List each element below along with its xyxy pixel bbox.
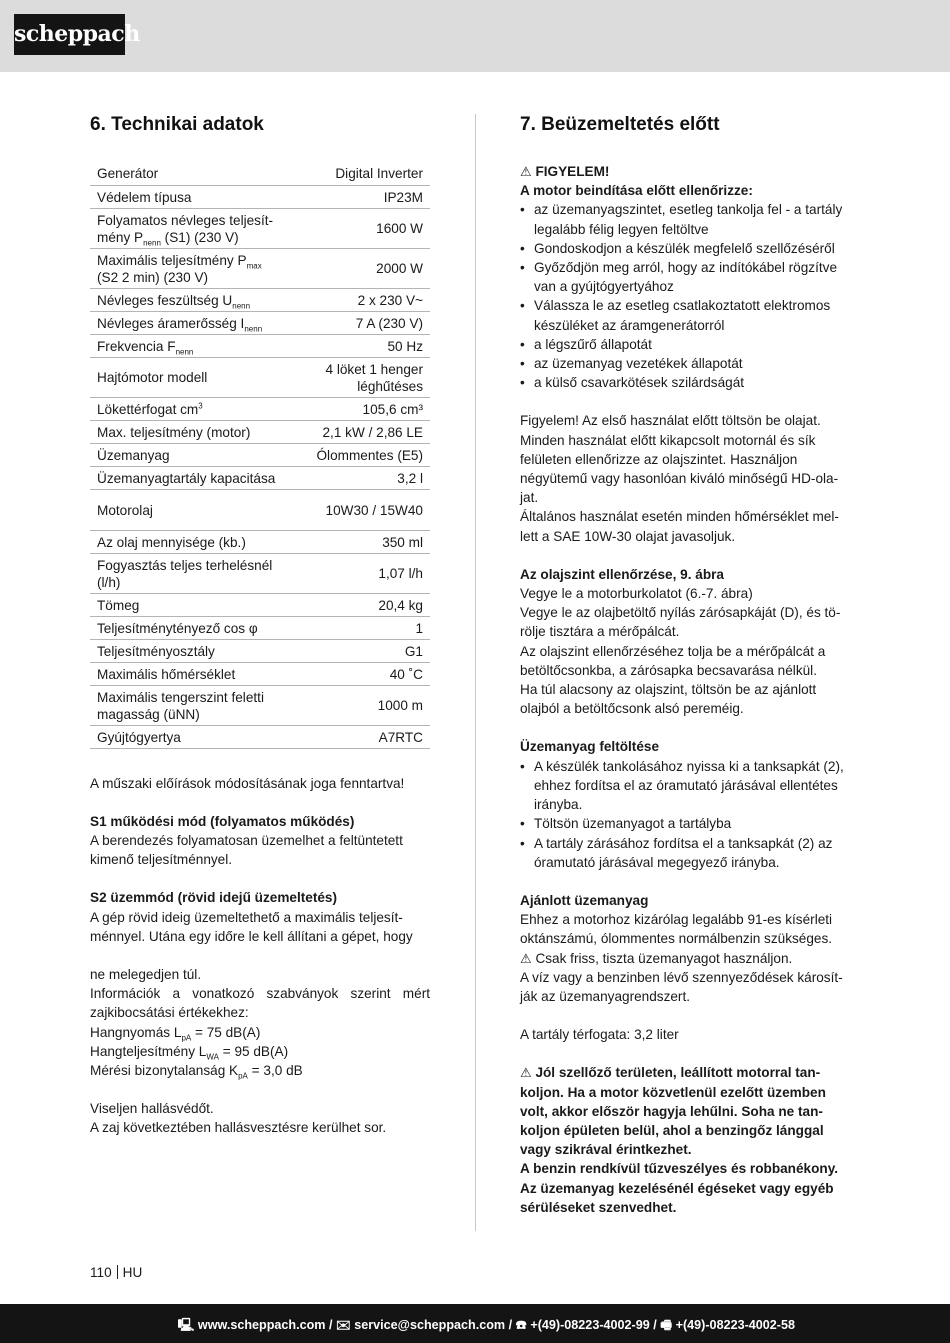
noise-value: Hangteljesítmény $L_{WA} = 95$ dB(A) — [90, 1043, 289, 1062]
list-item: • Gondoskodjon a készülék megfelelő szellőzéséről — [520, 239, 860, 258]
check-list — [520, 200, 860, 392]
spec-value: 3,2 l — [299, 466, 430, 489]
rec-line: A víz vagy a benzinben lévő szennyeződések károsít- — [520, 969, 843, 985]
info-line: zajkibocsátási értékekhez: — [90, 1005, 249, 1021]
safety-warning-line: koljon épületen belül, ahol a benzingőz lánggal — [520, 1122, 824, 1138]
spec-table — [90, 162, 430, 749]
spec-label: Folyamatos névleges teljesít- mény $P_{nenn}$ (S1) (230 V) — [90, 208, 299, 248]
spec-value: Digital Inverter — [299, 162, 430, 185]
table-row — [90, 639, 430, 662]
spec-label: Maximális tengerszint feletti magasság (üNN) — [90, 685, 299, 725]
s1-text-line: kimenő teljesítménnyel. — [90, 852, 233, 868]
spec-label: Üzemanyag — [90, 443, 299, 466]
spec-label: Hajtómotor modell — [90, 357, 299, 397]
left-column — [90, 114, 430, 1138]
safety-warning-line: Az üzemanyag kezelésénél égéseket vagy egyéb — [520, 1180, 834, 1196]
spec-value: 1 — [299, 616, 430, 639]
spec-value: A7RTC — [299, 725, 430, 748]
oilcheck-line: Az olajszint ellenőrzéséhez tolja be a mérőpálcát a — [520, 643, 826, 659]
s2-title: S2 üzemmód (rövid idejű üzemeltetés) — [90, 890, 338, 906]
brand-logo: scheppach — [14, 14, 125, 55]
table-row — [90, 248, 430, 288]
spec-value: 2 x 230 V~ — [299, 288, 430, 311]
spec-value: 2000 W — [299, 248, 430, 288]
language-code: HU — [122, 1265, 143, 1280]
spec-value: 50 Hz — [299, 334, 430, 357]
spec-label: Lökettérfogat $cm^3$ — [90, 397, 299, 420]
warning-icon: ⚠ — [520, 1065, 532, 1081]
spec-value: 1000 m — [299, 685, 430, 725]
reserved-note: A műszaki előírások módosításának joga fenntartva! — [90, 775, 405, 791]
spec-value: 1600 W — [299, 208, 430, 248]
oil-text-line: Minden használat előtt kikapcsolt motornál és sík — [520, 432, 816, 448]
spec-label: Védelem típusa — [90, 185, 299, 208]
list-item: • Töltsön üzemanyagot a tartályba — [520, 814, 860, 833]
spec-value: 4 löket 1 henger léghűtéses — [299, 357, 430, 397]
s2-text-line: ménnyel. Utána egy időre le kell állítani a gépet, hogy — [90, 928, 413, 944]
table-row — [90, 208, 430, 248]
spec-label: Teljesítményosztály — [90, 639, 299, 662]
spec-label: Generátor — [90, 162, 299, 185]
page-number: 110 HU — [90, 1265, 143, 1280]
fuel-title: Üzemanyag feltöltése — [520, 739, 660, 755]
warning-title: ⚠ FIGYELEM! — [520, 162, 860, 181]
warning-icon: ⚠ — [520, 950, 532, 966]
warning-icon: ⚠ — [520, 164, 532, 179]
table-row — [90, 530, 430, 553]
spec-label: Teljesítménytényező cos φ — [90, 616, 299, 639]
oil-text-line: felületen ellenőrizze az olajszintet. Használjon — [520, 451, 798, 467]
spec-label: Motorolaj — [90, 489, 299, 530]
spec-value: 1,07 l/h — [299, 553, 430, 593]
list-item: • A készülék tankolásához nyissa ki a tanksapkát (2), ehhez fordítsa el az óramutató járásával ellentétes irányba. — [520, 757, 860, 815]
spec-label: Maximális hőmérséklet — [90, 662, 299, 685]
safety-warning-line: ⚠ Jól szellőző területen, leállított motorral tan- — [520, 1063, 860, 1082]
table-row — [90, 288, 430, 311]
spec-label: Tömeg — [90, 593, 299, 616]
list-item: • Győződjön meg arról, hogy az indítókábel rögzítve van a gyújtógyertyához — [520, 258, 860, 296]
table-row — [90, 466, 430, 489]
table-row — [90, 725, 430, 748]
oilcheck-title: Az olajszint ellenőrzése, 9. ábra — [520, 566, 724, 582]
s1-text-line: A berendezés folyamatosan üzemelhet a feltüntetett — [90, 832, 403, 848]
list-item: • A tartály zárásához fordítsa el a tanksapkát (2) az óramutató járásával megegyező irányba. — [520, 834, 860, 872]
spec-label: Névleges feszültség $U_{nenn}$ — [90, 288, 299, 311]
list-item: • Válassza le az esetleg csatlakoztatott elektromos készüléket az áramgenerátorról — [520, 296, 860, 334]
spec-value: 105,6 cm³ — [299, 397, 430, 420]
spec-value: IP23M — [299, 185, 430, 208]
spec-value: G1 — [299, 639, 430, 662]
section-heading-before-start: 7. Beüzemeltetés előtt — [520, 114, 720, 135]
spec-label: Gyújtógyertya — [90, 725, 299, 748]
check-title: A motor beindítása előtt ellenőrizze: — [520, 183, 753, 199]
table-row — [90, 420, 430, 443]
spec-value: 10W30 / 15W40 — [299, 489, 430, 530]
safety-warning-line: vagy szikrával érintkezhet. — [520, 1142, 692, 1158]
table-row — [90, 443, 430, 466]
table-row — [90, 334, 430, 357]
table-row — [90, 616, 430, 639]
oil-text-line: lett a SAE 10W-30 olajat javasoljuk. — [520, 528, 736, 544]
safety-warning-line: koljon. Ha a motor közvetlenül ezelőtt üzemben — [520, 1084, 826, 1100]
spec-label: Az olaj mennyisége (kb.) — [90, 530, 299, 553]
rec-line: oktánszámú, ólommentes normálbenzin szükséges. — [520, 931, 833, 947]
s1-title: S1 működési mód (folyamatos működés) — [90, 813, 355, 829]
table-row — [90, 162, 430, 185]
tank-volume: A tartály térfogata: 3,2 liter — [520, 1027, 679, 1043]
safety-warning-line: volt, akkor először hagyja lehűlni. Soha ne tan- — [520, 1103, 823, 1119]
table-row — [90, 489, 430, 530]
table-row — [90, 357, 430, 397]
spec-value: 2,1 kW / 2,86 LE — [299, 420, 430, 443]
safety-warning-line: A benzin rendkívül tűzveszélyes és robbanékony. — [520, 1161, 839, 1177]
list-item: • az üzemanyag vezetékek állapotát — [520, 354, 860, 373]
spec-label: Frekvencia $F_{nenn}$ — [90, 334, 299, 357]
table-row — [90, 397, 430, 420]
table-row — [90, 593, 430, 616]
footer-contact: 🖳 www.scheppach.com / ✉ service@scheppach.com / ☎ +(49)-08223-4002-99 / 🖷 +(49)-08223-4002-58 — [177, 1318, 795, 1332]
table-row — [90, 553, 430, 593]
oilcheck-line: betöltőcsonkba, a zárósapka becsavarása nélkül. — [520, 662, 817, 678]
spec-value: Ólommentes (E5) — [299, 443, 430, 466]
header-bar — [0, 0, 950, 72]
table-row — [90, 685, 430, 725]
oilcheck-line: Vegye le az olajbetöltő nyílás zárósapkáját (D), és tö- — [520, 605, 841, 621]
rec-line: Ehhez a motorhoz kizárólag legalább 91-es kísérleti — [520, 912, 833, 928]
info-line: Információk a vonatkozó szabványok szerint mért — [90, 986, 430, 1002]
spec-label: Üzemanyagtartály kapacitása — [90, 466, 299, 489]
oilcheck-line: Vegye le a motorburkolatot (6.-7. ábra) — [520, 586, 753, 602]
oilcheck-line: rölje tisztára a mérőpálcát. — [520, 624, 680, 640]
spec-label: Max. teljesítmény (motor) — [90, 420, 299, 443]
list-item: • a légszűrő állapotát — [520, 335, 860, 354]
oilcheck-line: Ha túl alacsony az olajszint, töltsön be az ajánlott — [520, 682, 817, 698]
footer-bar — [0, 1304, 950, 1343]
rec-title: Ajánlott üzemanyag — [520, 892, 649, 908]
safety-warning-line: sérüléseket szenvedhet. — [520, 1199, 677, 1215]
spec-value: 40 ˚C — [299, 662, 430, 685]
column-divider — [475, 114, 476, 1231]
computer-icon: 🖳 — [177, 1318, 195, 1332]
oilcheck-line: olajból a betöltőcsonk alsó pereméig. — [520, 701, 744, 717]
ear-protection-line: Viseljen hallásvédőt. — [90, 1101, 214, 1117]
spec-value: 7 A (230 V) — [299, 311, 430, 334]
table-row — [90, 662, 430, 685]
s2-text-line: ne melegedjen túl. — [90, 966, 202, 982]
fuel-list — [520, 757, 860, 872]
oil-text-line: Figyelem! Az első használat előtt töltsön be olajat. — [520, 413, 821, 429]
rec-line: ják az üzemanyagrendszert. — [520, 988, 691, 1004]
list-item: • az üzemanyagszintet, esetleg tankolja fel - a tartály legalább félig legyen feltöltve — [520, 200, 860, 238]
s2-text-line: A gép rövid ideig üzemeltethető a maximális teljesít- — [90, 909, 403, 925]
oil-text-line: jat. — [520, 490, 539, 506]
ear-protection-line: A zaj következtében hallásvesztésre kerülhet sor. — [90, 1120, 387, 1136]
spec-value: 350 ml — [299, 530, 430, 553]
table-row — [90, 185, 430, 208]
oil-text-line: négyütemű vagy hasonlóan kiváló minőségű HD-ola- — [520, 471, 839, 487]
rec-line: ⚠ Csak friss, tiszta üzemanyagot használjon. — [520, 949, 860, 968]
spec-label: Maximális teljesítmény $P_{max}$ (S2 2 min) (230 V) — [90, 248, 299, 288]
noise-value: Hangnyomás $L_{pA} = 75$ dB(A) — [90, 1024, 261, 1043]
right-column — [520, 114, 860, 1217]
spec-label: Névleges áramerősség $I_{nenn}$ — [90, 311, 299, 334]
section-heading-technical-data: 6. Technikai adatok — [90, 114, 264, 135]
oil-text-line: Általános használat esetén minden hőmérséklet mel- — [520, 509, 839, 525]
table-row — [90, 311, 430, 334]
spec-label: Fogyasztás teljes terhelésnél (l/h) — [90, 553, 299, 593]
noise-value: Mérési bizonytalanság $K_{pA} = 3,0$ dB — [90, 1062, 303, 1081]
list-item: • a külső csavarkötések szilárdságát — [520, 373, 860, 392]
spec-value: 20,4 kg — [299, 593, 430, 616]
